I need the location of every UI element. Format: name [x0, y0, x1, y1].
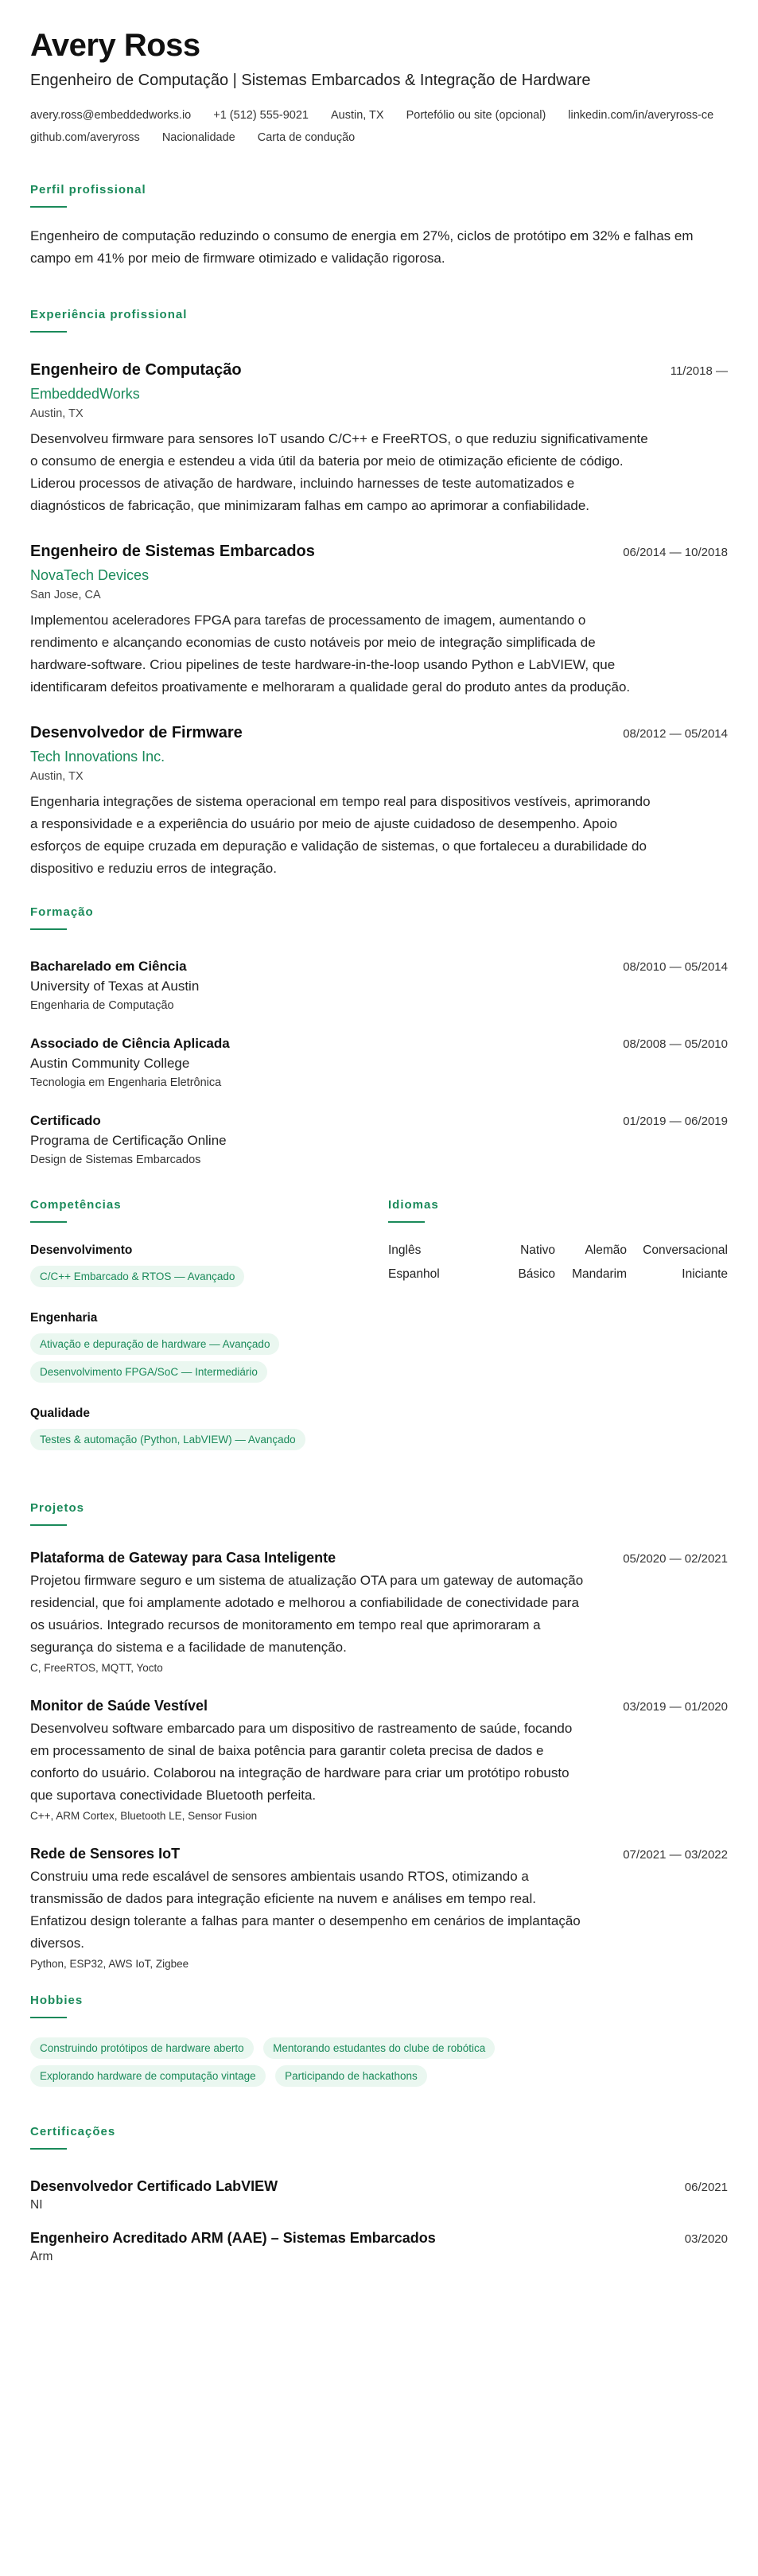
skills-section [30, 1198, 388, 1474]
certification-name: Desenvolvedor Certificado LabVIEW [30, 2178, 278, 2194]
resume-header [30, 27, 728, 145]
company-name: Tech Innovations Inc. [30, 749, 165, 765]
project-dates: 05/2020 — 02/2021 [623, 1552, 728, 1566]
section-title: Formação [30, 905, 94, 919]
education-entry [30, 959, 728, 1012]
degree-name: Certificado [30, 1113, 101, 1128]
section-divider [30, 2148, 67, 2150]
job-title: Engenheiro de Computação [30, 361, 242, 379]
section-title: Hobbies [30, 1994, 84, 2007]
language-level: Nativo [520, 1243, 555, 1257]
job-description: Implementou aceleradores FPGA para tarefas de processamento de imagem, aumentando o rendimento e alcançando economias de custo notáveis por meio de integração simplificada de hardware-software. Criou pipelines de teste hardware-in-the-loop usando Python e LabVIEW, que identificaram defeitos proativamente e melhoraram a qualidade geral do produto antes da produção. [30, 613, 631, 695]
language-level: Conversacional [643, 1243, 728, 1257]
profile-section [30, 183, 728, 270]
contact-nationality: Nacionalidade [161, 131, 235, 144]
skill-group [30, 1243, 388, 1294]
company-name: NovaTech Devices [30, 567, 150, 583]
project-name: Monitor de Saúde Vestível [30, 1698, 208, 1714]
section-title: Perfil profissional [30, 183, 146, 197]
experience-entry [30, 543, 728, 698]
job-dates: 08/2012 — 05/2014 [623, 727, 728, 741]
school-name: Programa de Certificação Online [30, 1133, 227, 1148]
certification-date: 03/2020 [684, 2232, 728, 2246]
project-name: Plataforma de Gateway para Casa Inteligente [30, 1550, 336, 1566]
education-dates: 08/2008 — 05/2010 [623, 1037, 728, 1051]
contact-list [30, 108, 730, 145]
education-dates: 01/2019 — 06/2019 [623, 1115, 728, 1128]
certification-issuer: Arm [30, 2250, 53, 2263]
candidate-name: Avery Ross [30, 28, 200, 63]
skill-group [30, 1311, 388, 1389]
project-dates: 03/2019 — 01/2020 [623, 1700, 728, 1714]
certification-date: 06/2021 [684, 2181, 728, 2194]
job-location: Austin, TX [30, 407, 84, 420]
language-row [388, 1267, 728, 1282]
job-description: Desenvolveu firmware para sensores IoT usando C/C++ e FreeRTOS, o que reduziu significativamente o consumo de energia e estendeu a vida útil da bateria por meio de otimização eficiente de código. Liderou processos de ativação de hardware, incluindo harnesses de teste automatizados e diagnósticos de fabricação, que minimizaram falhas em campo ao aprimorar a confiabilidade. [30, 431, 648, 513]
profile-summary: Engenheiro de computação reduzindo o consumo de energia em 27%, ciclos de protótipo em 32% e falhas em campo em 41% por meio de firmware otimizado e validação rigorosa. [30, 228, 694, 266]
certifications-section [30, 2125, 728, 2264]
education-section [30, 905, 728, 1166]
contact-location: Austin, TX [330, 109, 384, 122]
language-row [388, 1243, 728, 1258]
job-title: Desenvolvedor de Firmware [30, 724, 243, 741]
project-name: Rede de Sensores IoT [30, 1846, 181, 1862]
certification-name: Engenheiro Acreditado ARM (AAE) – Sistemas Embarcados [30, 2230, 436, 2246]
language-name: Inglês [388, 1243, 422, 1257]
certification-entry [30, 2230, 728, 2264]
skill-group [30, 1407, 388, 1457]
hobby-chip: Participando de hackathons [275, 2065, 427, 2087]
language-name: Espanhol [388, 1267, 440, 1281]
skill-chip: Desenvolvimento FPGA/SoC — Intermediário [30, 1361, 267, 1383]
section-divider [30, 1524, 67, 1526]
skill-group-name: Desenvolvimento [30, 1243, 133, 1257]
project-description: Construiu uma rede escalável de sensores ambientais usando RTOS, otimizando a transmissão de dados para integração eficiente na nuvem e análises em tempo real. Enfatizou design tolerante a falhas para manter o desempenho em cenários de implantação diversos. [30, 1869, 581, 1951]
company-name: EmbeddedWorks [30, 386, 140, 402]
language-level: Básico [518, 1267, 555, 1281]
degree-name: Associado de Ciência Aplicada [30, 1036, 230, 1051]
skill-chip: C/C++ Embarcado & RTOS — Avançado [30, 1266, 244, 1287]
contact-driving-license: Carta de condução [257, 131, 356, 144]
job-title: Engenheiro de Sistemas Embarcados [30, 543, 315, 560]
contact-github[interactable]: github.com/averyross [30, 131, 140, 144]
school-name: Austin Community College [30, 1056, 190, 1071]
skills-languages-row [30, 1198, 728, 1474]
skill-group-name: Engenharia [30, 1311, 98, 1325]
language-level: Iniciante [682, 1267, 728, 1281]
project-entry [30, 1846, 728, 1970]
certification-issuer: NI [30, 2198, 43, 2212]
section-title: Certificações [30, 2125, 116, 2138]
skill-group-name: Qualidade [30, 1407, 90, 1420]
education-entry [30, 1113, 728, 1166]
hobby-chip: Explorando hardware de computação vintage [30, 2065, 266, 2087]
project-entry [30, 1550, 728, 1674]
experience-entry [30, 724, 728, 880]
job-dates: 11/2018 — [670, 364, 728, 378]
project-entry [30, 1698, 728, 1822]
job-description: Engenharia integrações de sistema operacional em tempo real para dispositivos vestíveis, aprimorando a responsividade e a experiência do usuário por meio de ajuste cuidadoso de desempenho. Apoio esforços de equipe cruzada em depuração e validação de sistemas, o que fortaleceu a durabilidade do dispositivo e reduziu erros de integração. [30, 794, 651, 876]
job-location: Austin, TX [30, 770, 84, 783]
hobbies-section [30, 1994, 728, 2093]
section-divider [30, 206, 67, 208]
contact-phone[interactable]: +1 (512) 555-9021 [213, 109, 309, 122]
section-divider [388, 1221, 425, 1223]
experience-entry [30, 361, 728, 517]
contact-email[interactable]: avery.ross@embeddedworks.io [30, 109, 192, 122]
field-of-study: Tecnologia em Engenharia Eletrônica [30, 1076, 222, 1089]
certification-entry [30, 2178, 728, 2212]
job-location: San Jose, CA [30, 589, 101, 601]
education-dates: 08/2010 — 05/2014 [623, 960, 728, 974]
hobby-chip: Construindo protótipos de hardware aberto [30, 2037, 254, 2059]
skill-chip: Ativação e depuração de hardware — Avançado [30, 1333, 279, 1355]
section-divider [30, 1221, 67, 1223]
project-tech-stack: C++, ARM Cortex, Bluetooth LE, Sensor Fusion [30, 1810, 258, 1822]
project-tech-stack: Python, ESP32, AWS IoT, Zigbee [30, 1958, 189, 1970]
section-title: Experiência profissional [30, 308, 188, 321]
languages-section [388, 1198, 728, 1474]
job-dates: 06/2014 — 10/2018 [623, 546, 728, 559]
language-name: Alemão [585, 1243, 627, 1257]
project-description: Desenvolveu software embarcado para um dispositivo de rastreamento de saúde, focando em processamento de sinal de baixa potência para garantir coleta precisa de dados e conforto do usuário. Colaborou na integração de hardware para criar um protótipo robusto que suportava conectividade Bluetooth perfeita. [30, 1721, 573, 1803]
contact-linkedin[interactable]: linkedin.com/in/averyross-ce [568, 109, 714, 122]
degree-name: Bacharelado em Ciência [30, 959, 187, 974]
language-name: Mandarim [572, 1267, 627, 1281]
section-divider [30, 2017, 67, 2018]
section-divider [30, 928, 67, 930]
candidate-headline: Engenheiro de Computação | Sistemas Embarcados & Integração de Hardware [30, 72, 591, 89]
experience-section [30, 308, 728, 880]
section-title: Competências [30, 1198, 122, 1212]
section-title: Projetos [30, 1501, 85, 1515]
project-dates: 07/2021 — 03/2022 [623, 1848, 728, 1862]
field-of-study: Design de Sistemas Embarcados [30, 1154, 201, 1166]
school-name: University of Texas at Austin [30, 979, 200, 994]
field-of-study: Engenharia de Computação [30, 999, 174, 1012]
projects-section [30, 1501, 728, 1970]
section-title: Idiomas [388, 1198, 439, 1212]
contact-portfolio[interactable]: Portefólio ou site (opcional) [406, 109, 546, 122]
section-divider [30, 331, 67, 333]
education-entry [30, 1036, 728, 1089]
project-description: Projetou firmware seguro e um sistema de atualização OTA para um gateway de automação residencial, que foi amplamente adotado e melhorou a confiabilidade de conectividade para os usuários. Integrado recursos de monitoramento em tempo real que aprimoraram a segurança do sistema e a facilidade de manutenção. [30, 1573, 584, 1655]
project-tech-stack: C, FreeRTOS, MQTT, Yocto [30, 1662, 163, 1674]
hobby-chip: Mentorando estudantes do clube de robótica [263, 2037, 495, 2059]
skill-chip: Testes & automação (Python, LabVIEW) — Avançado [30, 1429, 305, 1450]
